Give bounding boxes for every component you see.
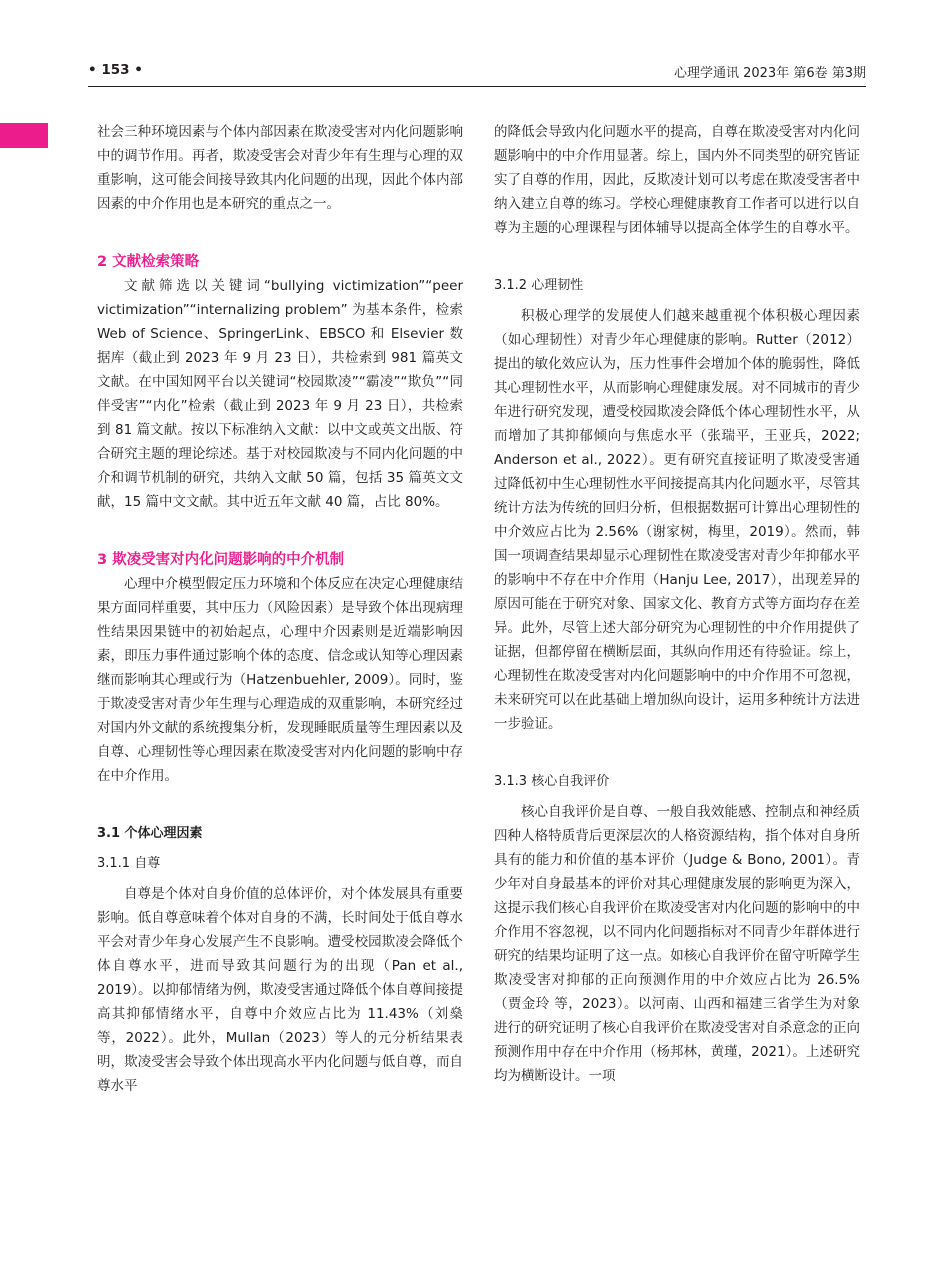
- heading-mediation: 3 欺凌受害对内化问题影响的中介机制: [97, 552, 345, 568]
- left-column: [97, 120, 463, 1098]
- right-column: [494, 120, 860, 1088]
- paragraph-intro-continued: 社会三种环境因素与个体内部因素在欺凌受害对内化问题影响中的调节作用。再者，欺凌受害会对青少年有生理与心理的双重影响，这可能会间接导致其内化问题的出现，因此个体内部因素的中介作用也是本研究的重点之一。: [97, 124, 463, 212]
- accent-tab: [0, 123, 48, 148]
- paragraph-self-esteem-continued: 的降低会导致内化问题水平的提高，自尊在欺凌受害对内化问题影响中的中介作用显著。综上，国内外不同类型的研究皆证实了自尊的作用，因此，反欺凌计划可以考虑在欺凌受害者中纳入建立自尊的练习。学校心理健康教育工作者可以进行以自尊为主题的心理课程与团体辅导以提高全体学生的自尊水平。: [494, 124, 860, 236]
- header-rule: [88, 86, 866, 87]
- page-number: • 153 •: [88, 62, 143, 78]
- heading-core-self-evaluation: 3.1.3 核心自我评价: [494, 774, 610, 789]
- paragraph-self-esteem: 自尊是个体对自身价值的总体评价，对个体发展具有重要影响。低自尊意味着个体对自身的不满，长时间处于低自尊水平会对青少年身心发展产生不良影响。遭受校园欺凌会降低个体自尊水平，进而导致其问题行为的出现（Pan et al., 2019）。以抑郁情绪为例，欺凌受害通过降低个体自尊间接提高其抑郁情绪水平，自尊中介效应占比为 11.43%（刘燊 等，2022）。此外，Mullan（2023）等人的元分析结果表明，欺凌受害会导致个体出现高水平内化问题与低自尊，而自尊水平: [97, 886, 463, 1094]
- paragraph-search-strategy: 文献筛选以关键词“bullying victimization”“peer victimization”“internalizing problem” 为基本条件，检索 Web of Science、SpringerLink、EBSCO 和 Elsevier 数据库（截止到 2023 年 9 月 23 日），共检索到 981 篇英文文献。在中国知网平台以关键词“校园欺凌”“霸凌”“欺负”“同伴受害”“内化”检索（截止到 2023 年 9 月 23 日），共检索到 81 篇文献。按以下标准纳入文献：以中文或英文出版、符合研究主题的理论综述。基于对校园欺凌与不同内化问题的中介和调节机制的研究，共纳入文献 50 篇，包括 35 篇英文文献，15 篇中文文献。其中近五年文献 40 篇，占比 80%。: [97, 278, 463, 510]
- heading-self-esteem: 3.1.1 自尊: [97, 856, 161, 871]
- heading-individual-factors: 3.1 个体心理因素: [97, 826, 203, 841]
- heading-search-strategy: 2 文献检索策略: [97, 254, 200, 270]
- journal-info: 心理学通讯 2023年 第6卷 第3期: [673, 66, 866, 81]
- paragraph-core-self-evaluation: 核心自我评价是自尊、一般自我效能感、控制点和神经质四种人格特质背后更深层次的人格资源结构，指个体对自身所具有的能力和价值的基本评价（Judge & Bono, 2001）。青少年对自身最基本的评价对其心理健康发展的影响更为深入，这提示我们核心自我评价在欺凌受害对内化问题的影响中的中介作用不容忽视，以不同内化问题指标对不同青少年群体进行研究的结果均证明了这一点。如核心自我评价在留守听障学生欺凌受害对抑郁的正向预测作用的中介效应占比为 26.5%（贾金玲 等，2023）。以河南、山西和福建三省学生为对象进行的研究证明了核心自我评价在欺凌受害对自杀意念的正向预测作用中存在中介作用（杨邦林，黄瑾，2021）。上述研究均为横断设计。一项: [494, 804, 860, 1084]
- paragraph-mediation: 心理中介模型假定压力环境和个体反应在决定心理健康结果方面同样重要，其中压力（风险因素）是导致个体出现病理性结果因果链中的初始起点，心理中介因素则是近端影响因素，即压力事件通过影响个体的态度、信念或认知等心理因素继而影响其心理或行为（Hatzenbuehler, 2009）。同时，鉴于欺凌受害对青少年生理与心理造成的双重影响，本研究经过对国内外文献的系统搜集分析，发现睡眠质量等生理因素以及自尊、心理韧性等心理因素在欺凌受害对内化问题的影响中存在中介作用。: [97, 576, 463, 784]
- heading-resilience: 3.1.2 心理韧性: [494, 278, 584, 293]
- paragraph-resilience: 积极心理学的发展使人们越来越重视个体积极心理因素（如心理韧性）对青少年心理健康的影响。Rutter（2012）提出的敏化效应认为，压力性事件会增加个体的脆弱性，降低其心理韧性水平，从而影响心理健康发展。对不同城市的青少年进行研究发现，遭受校园欺凌会降低个体心理韧性水平，从而增加了其抑郁倾向与焦虑水平（张瑞平，王亚兵，2022; Anderson et al., 2022）。更有研究直接证明了欺凌受害通过降低初中生心理韧性水平间接提高其内化问题水平，尽管其统计方法为传统的回归分析，但根据数据可计算出心理韧性的中介效应占比为 2.56%（谢家树，梅里，2019）。然而，韩国一项调查结果却显示心理韧性在欺凌受害对青少年抑郁水平的影响中不存在中介作用（Hanju Lee, 2017），出现差异的原因可能在于研究对象、国家文化、教育方式等方面均存在差异。此外，尽管上述大部分研究为心理韧性的中介作用提供了证据，但都停留在横断层面，其纵向作用还有待验证。综上，心理韧性在欺凌受害对内化问题影响中的中介作用不可忽视，未来研究可以在此基础上增加纵向设计，运用多种统计方法进一步验证。: [494, 308, 860, 732]
